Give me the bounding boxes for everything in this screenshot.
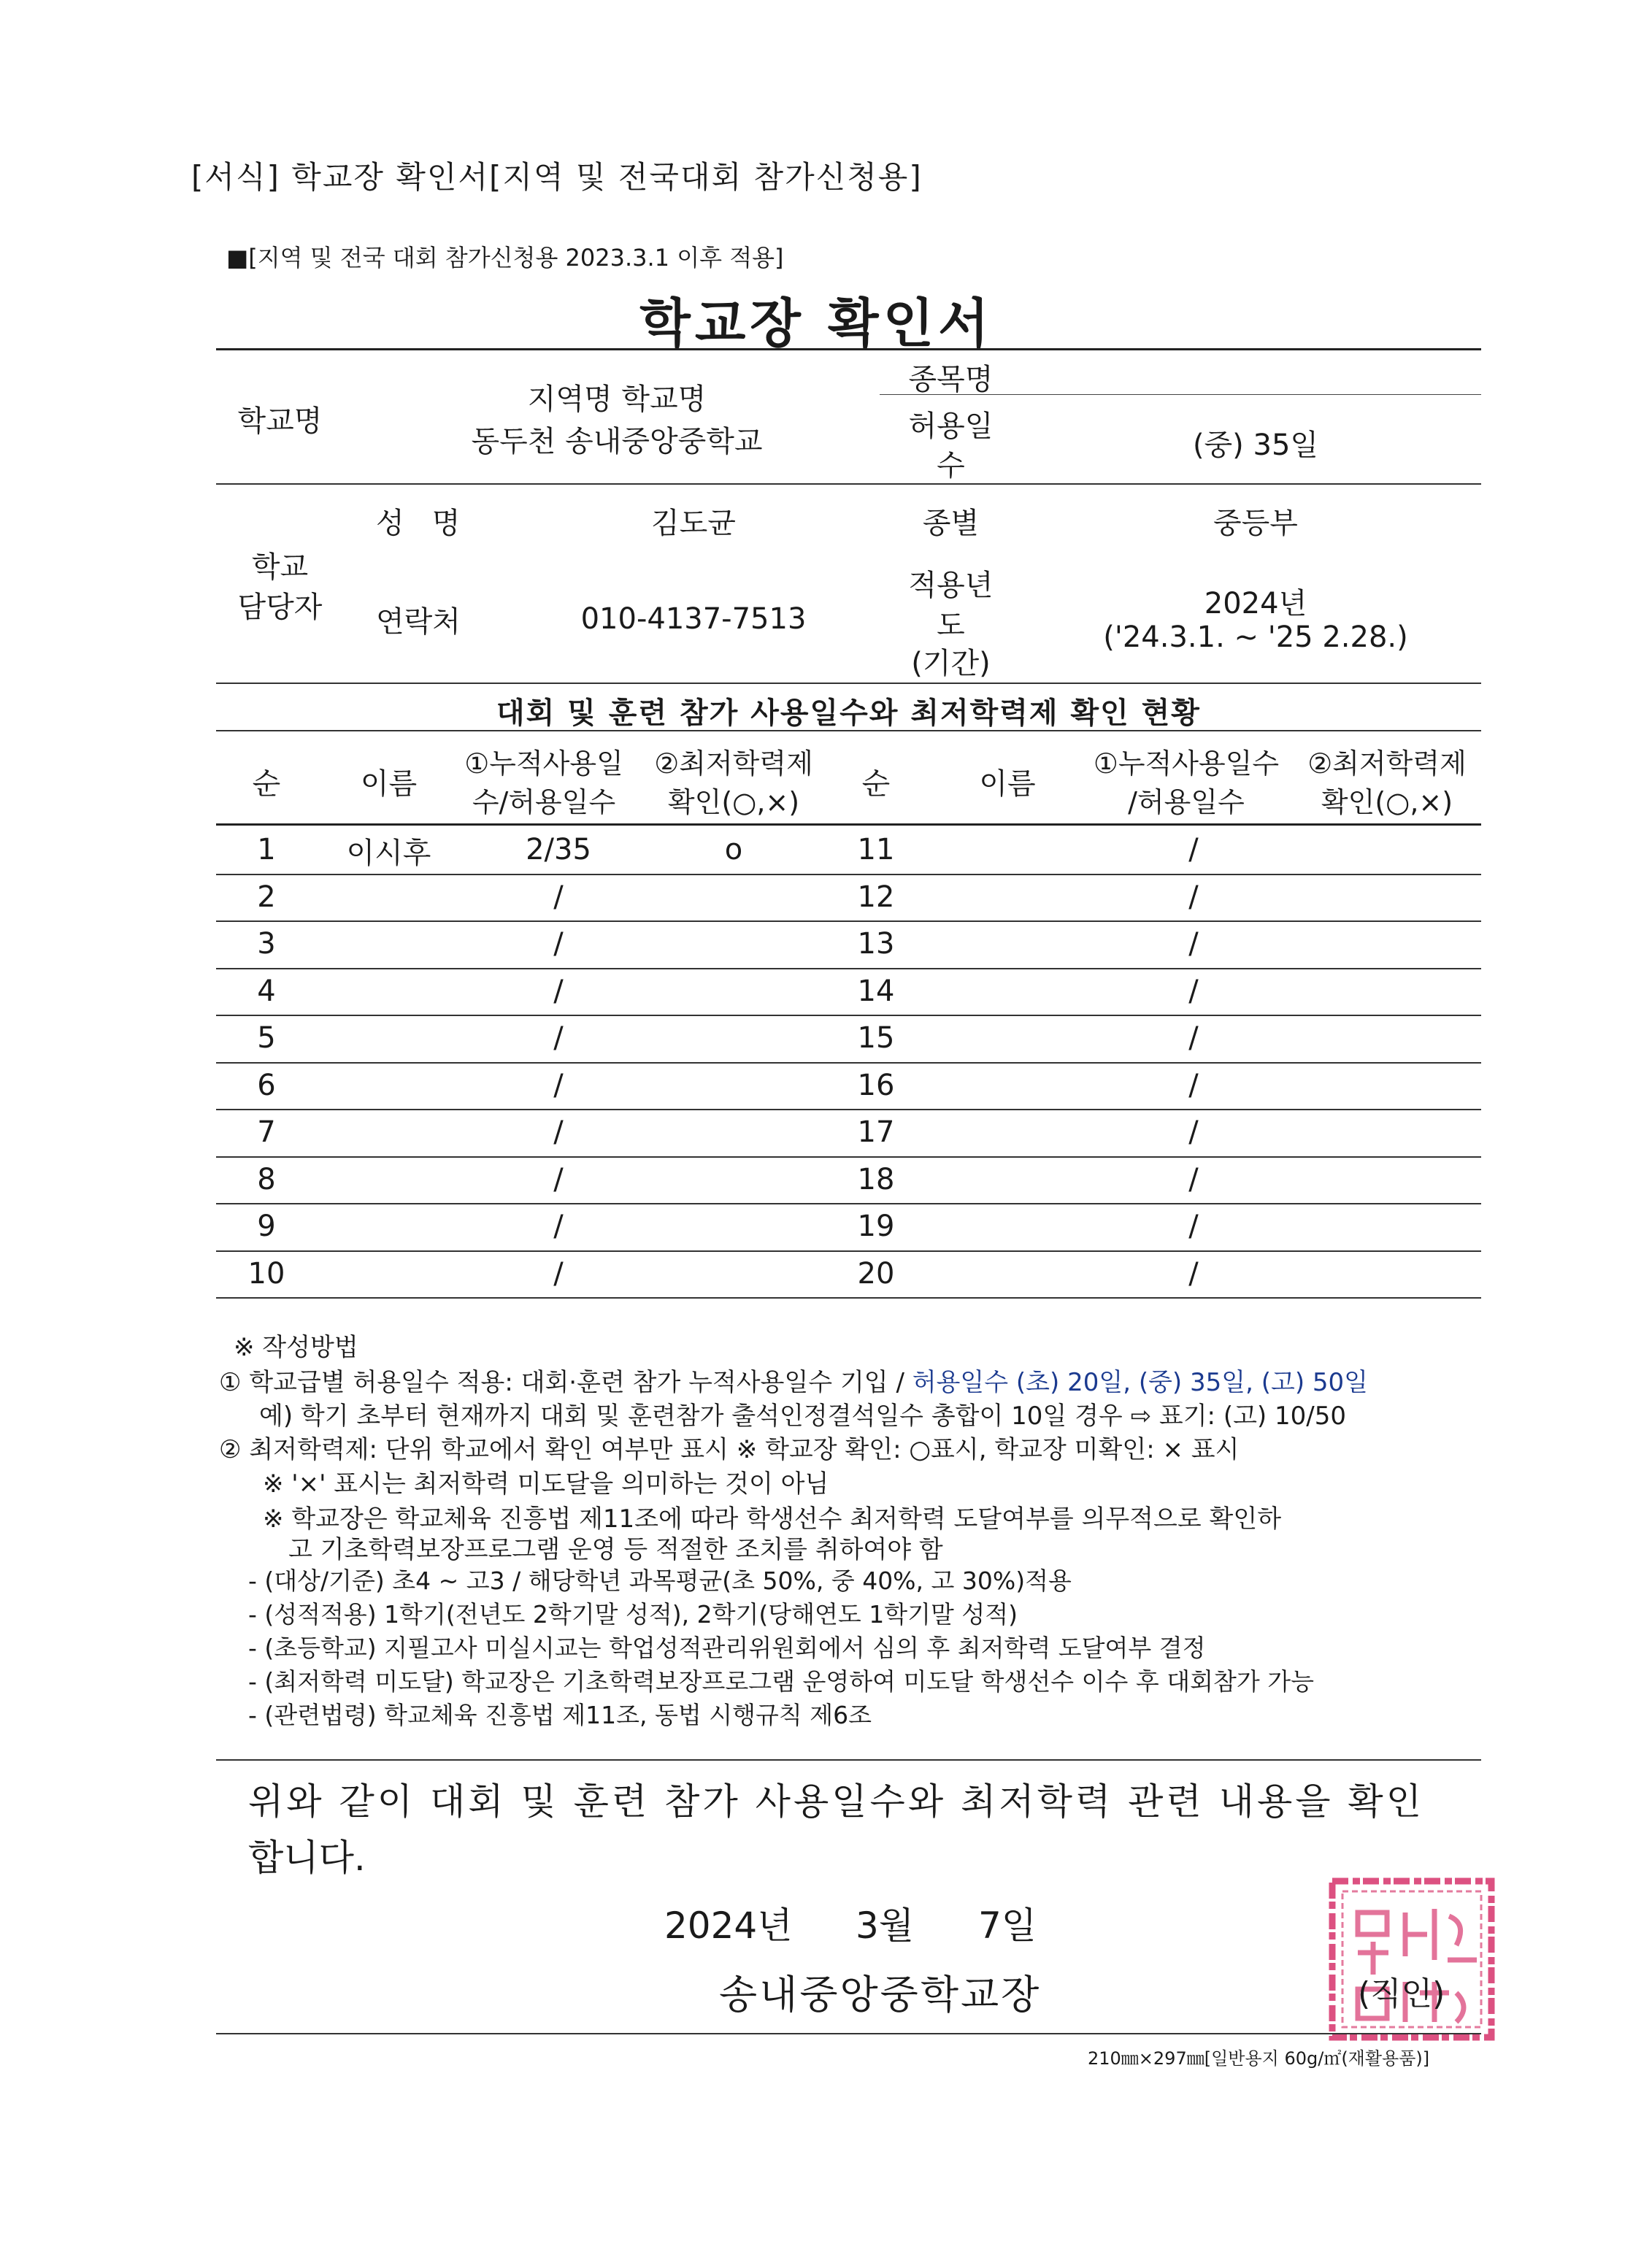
row-days-left: /: [553, 880, 564, 914]
confirm-line-1: 위와 같이 대회 및 훈련 참가 사용일수와 최저학력 관련 내용을 확인: [248, 1780, 1425, 1823]
col-days-right-2: /허용일수: [1128, 786, 1245, 818]
confirm-line-2: 합니다.: [248, 1837, 366, 1879]
row-no-left: 5: [257, 1021, 276, 1055]
col-days-left-1: ①누적사용일: [464, 747, 623, 780]
row-days-right: /: [1188, 1256, 1199, 1291]
row-days-left: /: [553, 1068, 564, 1102]
manager-row-divider: [216, 683, 1481, 684]
table-row-divider: [216, 1203, 1481, 1204]
category-value: 중등부: [1213, 507, 1298, 540]
form-header: [서식] 학교장 확인서[지역 및 전국대회 참가신청용]: [191, 159, 923, 195]
allowed-days-label-1: 허용일: [908, 410, 994, 443]
row-no-left: 9: [257, 1210, 276, 1243]
school-name: 동두천 송내중앙중학교: [471, 425, 763, 458]
allowed-days-value: (중) 35일: [1192, 428, 1319, 462]
table-row-divider: [216, 874, 1481, 875]
school-row-divider: [216, 483, 1481, 485]
row-no-right: 18: [857, 1162, 895, 1196]
official-seal-stamp: [1325, 1872, 1500, 2048]
row-days-right: /: [1188, 1068, 1199, 1102]
category-label: 종별: [922, 507, 980, 540]
row-days-left: /: [553, 1256, 564, 1291]
manager-contact-value: 010-4137-7513: [580, 602, 807, 636]
table-row-divider: [216, 1109, 1481, 1110]
row-days-right: /: [1188, 1210, 1199, 1243]
manager-name-label: 성 명: [376, 507, 461, 540]
note-2-b1: ※ 학교장은 학교체육 진흥법 제11조에 따라 학생선수 최저학력 도달여부를 의무적으로 확인하: [263, 1504, 1282, 1534]
note-2-b2: 고 기초학력보장프로그램 운영 등 적절한 조치를 취하여야 함: [288, 1535, 943, 1564]
row-no-left: 7: [257, 1115, 276, 1149]
note-1: [219, 1362, 1368, 1398]
row-no-left: 6: [257, 1068, 276, 1102]
date-month: 3월: [856, 1904, 915, 1947]
row-no-right: 12: [857, 880, 895, 914]
row-days-right: /: [1188, 927, 1199, 961]
col-check-right-1: ②최저학력제: [1307, 747, 1467, 780]
col-days-right-1: ①누적사용일수: [1093, 747, 1280, 780]
row-name-left: 이시후: [346, 837, 431, 870]
row-no-right: 19: [857, 1210, 895, 1243]
year-label-3: (기간): [911, 647, 991, 680]
col-no-left: 순: [252, 767, 281, 801]
confirm-divider: [216, 1759, 1481, 1761]
col-name-right: 이름: [979, 767, 1036, 801]
manager-name-value: 김도균: [651, 507, 736, 540]
row-days-left: /: [553, 1210, 564, 1243]
row-no-right: 16: [857, 1068, 895, 1102]
status-title: 대회 및 훈련 참가 사용일수와 최저학력제 확인 현황: [496, 696, 1201, 730]
table-row-divider: [216, 1015, 1481, 1016]
col-check-right-2: 확인(○,×): [1321, 786, 1453, 818]
col-days-left-2: 수/허용일수: [472, 786, 616, 818]
note-1-allowed-days: 허용일수 (초) 20일, (중) 35일, (고) 50일: [912, 1368, 1369, 1397]
row-no-left: 2: [257, 880, 276, 914]
table-row-divider: [216, 968, 1481, 969]
year-label-1: 적용년: [908, 569, 994, 602]
manager-label-2: 담당자: [237, 591, 323, 624]
note-2: ② 최저학력제: 단위 학교에서 확인 여부만 표시 ※ 학교장 확인: ○표시, 학교장 미확인: × 표시: [219, 1435, 1240, 1464]
row-days-left: 2/35: [526, 833, 591, 866]
row-no-right: 17: [857, 1115, 895, 1149]
row-check-left: o: [724, 833, 743, 866]
form-subheader: ■[지역 및 전국 대회 참가신청용 2023.3.1 이후 적용]: [226, 244, 784, 272]
row-no-left: 4: [257, 974, 276, 1008]
row-days-right: /: [1188, 1021, 1199, 1055]
table-row-divider: [216, 1297, 1481, 1299]
row-days-left: /: [553, 1115, 564, 1149]
manager-label-1: 학교: [251, 550, 309, 584]
note-1-text: ① 학교급별 허용일수 적용: 대회·훈련 참가 누적사용일수 기입 /: [219, 1368, 912, 1397]
row-days-right: /: [1188, 1115, 1199, 1149]
manager-contact-label: 연락처: [376, 605, 461, 639]
note-detail-3: - (초등학교) 지필고사 미실시교는 학업성적관리위원회에서 심의 후 최저학력 도달여부 결정: [248, 1634, 1206, 1662]
table-row-divider: [216, 1062, 1481, 1064]
event-label: 종목명: [908, 363, 994, 396]
col-name-left: 이름: [360, 767, 418, 801]
row-days-right: /: [1188, 880, 1199, 914]
col-check-left-1: ②최저학력제: [654, 747, 813, 780]
note-detail-4: - (최저학력 미도달) 학교장은 기초학력보장프로그램 운영하여 미도달 학생선수 이수 후 대회참가 가능: [248, 1667, 1315, 1696]
row-days-right: /: [1188, 1162, 1199, 1196]
note-detail-1: - (대상/기준) 초4 ~ 고3 / 해당학년 과목평균(초 50%, 중 40%, 고 30%)적용: [248, 1567, 1072, 1595]
date-year: 2024년: [664, 1904, 793, 1947]
notes-heading: ※ 작성방법: [234, 1333, 358, 1362]
table-row-divider: [216, 920, 1481, 922]
row-days-right: /: [1188, 974, 1199, 1008]
row-no-left: 3: [257, 927, 276, 961]
date-day: 7일: [978, 1904, 1037, 1947]
row-days-left: /: [553, 927, 564, 961]
table-row-divider: [216, 1156, 1481, 1158]
row-no-left: 10: [247, 1256, 285, 1291]
row-days-left: /: [553, 1021, 564, 1055]
year-value: 2024년: [1204, 587, 1307, 620]
table-row-divider: [216, 1250, 1481, 1252]
footer-divider: [216, 2033, 1481, 2034]
status-title-divider: [216, 730, 1481, 731]
row-no-right: 13: [857, 927, 895, 961]
signer-name: 송내중앙중학교장: [719, 1972, 1042, 2018]
paper-spec-footer: 210㎜×297㎜[일반용지 60g/㎡(재활용품)]: [1088, 2048, 1430, 2069]
row-no-right: 14: [857, 974, 895, 1008]
period-value: ('24.3.1. ~ '25 2.28.): [1103, 620, 1408, 654]
col-check-left-2: 확인(○,×): [667, 786, 800, 818]
row-days-left: /: [553, 1162, 564, 1196]
allowed-days-label-2: 수: [937, 449, 965, 483]
note-2-a: ※ '×' 표시는 최저학력 미도달을 의미하는 것이 아님: [263, 1469, 829, 1499]
note-detail-5: - (관련법령) 학교체육 진흥법 제11조, 동법 시행규칙 제6조: [248, 1701, 872, 1729]
col-no-right: 순: [861, 767, 891, 801]
row-days-right: /: [1188, 833, 1199, 866]
row-no-left: 1: [257, 833, 276, 866]
note-detail-2: - (성적적용) 1학기(전년도 2학기말 성적), 2학기(당해연도 1학기말 성적): [248, 1600, 1018, 1629]
seal-mark: (직인): [1358, 1975, 1445, 2013]
row-no-right: 20: [857, 1256, 895, 1291]
page-title: 학교장 확인서: [639, 293, 994, 354]
status-header-divider: [216, 823, 1481, 826]
school-label: 학교명: [237, 404, 323, 438]
row-no-right: 11: [857, 833, 895, 866]
row-days-left: /: [553, 974, 564, 1008]
row-no-left: 8: [257, 1162, 276, 1196]
note-1-example: 예) 학기 초부터 현재까지 대회 및 훈련참가 출석인정결석일수 총합이 10일 경우 ⇨ 표기: (고) 10/50: [259, 1402, 1346, 1431]
row-no-right: 15: [857, 1021, 895, 1055]
school-name-caption: 지역명 학교명: [527, 383, 707, 416]
year-label-2: 도: [937, 609, 965, 642]
table-top-border: [216, 348, 1481, 350]
